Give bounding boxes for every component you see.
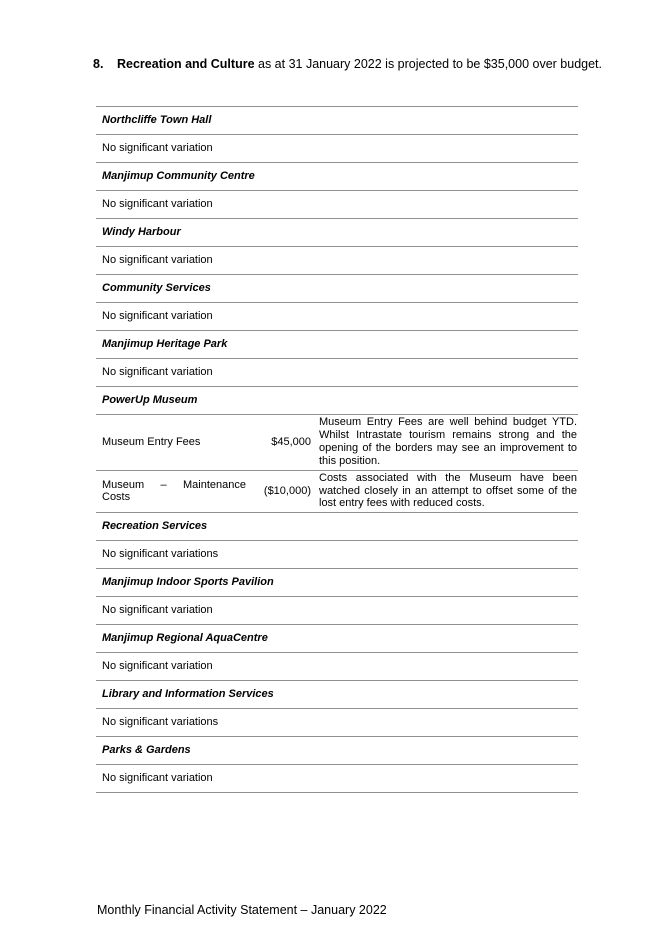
item-label: Museum Entry Fees bbox=[96, 414, 251, 470]
note-text: No significant variation bbox=[96, 134, 578, 162]
table-row-section-header bbox=[96, 737, 578, 765]
table-row-note bbox=[96, 302, 578, 330]
section-title: Community Services bbox=[96, 274, 578, 302]
table-row-section-header bbox=[96, 513, 578, 541]
section-title: Windy Harbour bbox=[96, 218, 578, 246]
table-row-section-header bbox=[96, 162, 578, 190]
heading-title: Recreation and Culture bbox=[117, 57, 255, 71]
table-row-section-header bbox=[96, 681, 578, 709]
table-row-note bbox=[96, 358, 578, 386]
section-title: Manjimup Regional AquaCentre bbox=[96, 625, 578, 653]
section-title: Parks & Gardens bbox=[96, 737, 578, 765]
section-title: Manjimup Heritage Park bbox=[96, 330, 578, 358]
page-footer: Monthly Financial Activity Statement – January 2022 bbox=[97, 903, 387, 917]
table-row-note bbox=[96, 597, 578, 625]
table-row-detail bbox=[96, 414, 578, 470]
table-row-section-header bbox=[96, 386, 578, 414]
note-text: No significant variations bbox=[96, 709, 578, 737]
item-amount: ($10,000) bbox=[251, 470, 315, 513]
section-title: Manjimup Indoor Sports Pavilion bbox=[96, 569, 578, 597]
section-heading bbox=[93, 56, 604, 73]
item-comment: Costs associated with the Museum have been watched closely in an attempt to offset some of the lost entry fees with reduced costs. bbox=[315, 470, 578, 513]
table-row-note bbox=[96, 709, 578, 737]
note-text: No significant variation bbox=[96, 190, 578, 218]
table-row-note bbox=[96, 541, 578, 569]
table-row-section-header bbox=[96, 569, 578, 597]
note-text: No significant variation bbox=[96, 765, 578, 793]
table-row-note bbox=[96, 246, 578, 274]
section-title: Recreation Services bbox=[96, 513, 578, 541]
section-title: Northcliffe Town Hall bbox=[96, 107, 578, 135]
note-text: No significant variation bbox=[96, 597, 578, 625]
table-row-note bbox=[96, 653, 578, 681]
section-title: Manjimup Community Centre bbox=[96, 162, 578, 190]
item-comment: Museum Entry Fees are well behind budget YTD. Whilst Intrastate tourism remains strong and the opening of the borders may see an improvement to this position. bbox=[315, 414, 578, 470]
table-row-note bbox=[96, 765, 578, 793]
note-text: No significant variation bbox=[96, 302, 578, 330]
budget-variations-table-body bbox=[96, 107, 578, 793]
note-text: No significant variation bbox=[96, 653, 578, 681]
section-title: PowerUp Museum bbox=[96, 386, 578, 414]
note-text: No significant variation bbox=[96, 246, 578, 274]
budget-variations-table bbox=[96, 106, 578, 793]
heading-rest: as at 31 January 2022 is projected to be $35,000 over budget. bbox=[254, 57, 602, 71]
item-label: Museum – Maintenance Costs bbox=[96, 470, 251, 513]
section-title: Library and Information Services bbox=[96, 681, 578, 709]
table-row-detail bbox=[96, 470, 578, 513]
heading-text bbox=[117, 56, 604, 73]
table-row-section-header bbox=[96, 274, 578, 302]
table-row-section-header bbox=[96, 107, 578, 135]
table-row-section-header bbox=[96, 625, 578, 653]
heading-number: 8. bbox=[93, 57, 104, 71]
item-amount: $45,000 bbox=[251, 414, 315, 470]
note-text: No significant variations bbox=[96, 541, 578, 569]
note-text: No significant variation bbox=[96, 358, 578, 386]
table-row-note bbox=[96, 134, 578, 162]
table-row-section-header bbox=[96, 218, 578, 246]
table-row-section-header bbox=[96, 330, 578, 358]
table-row-note bbox=[96, 190, 578, 218]
